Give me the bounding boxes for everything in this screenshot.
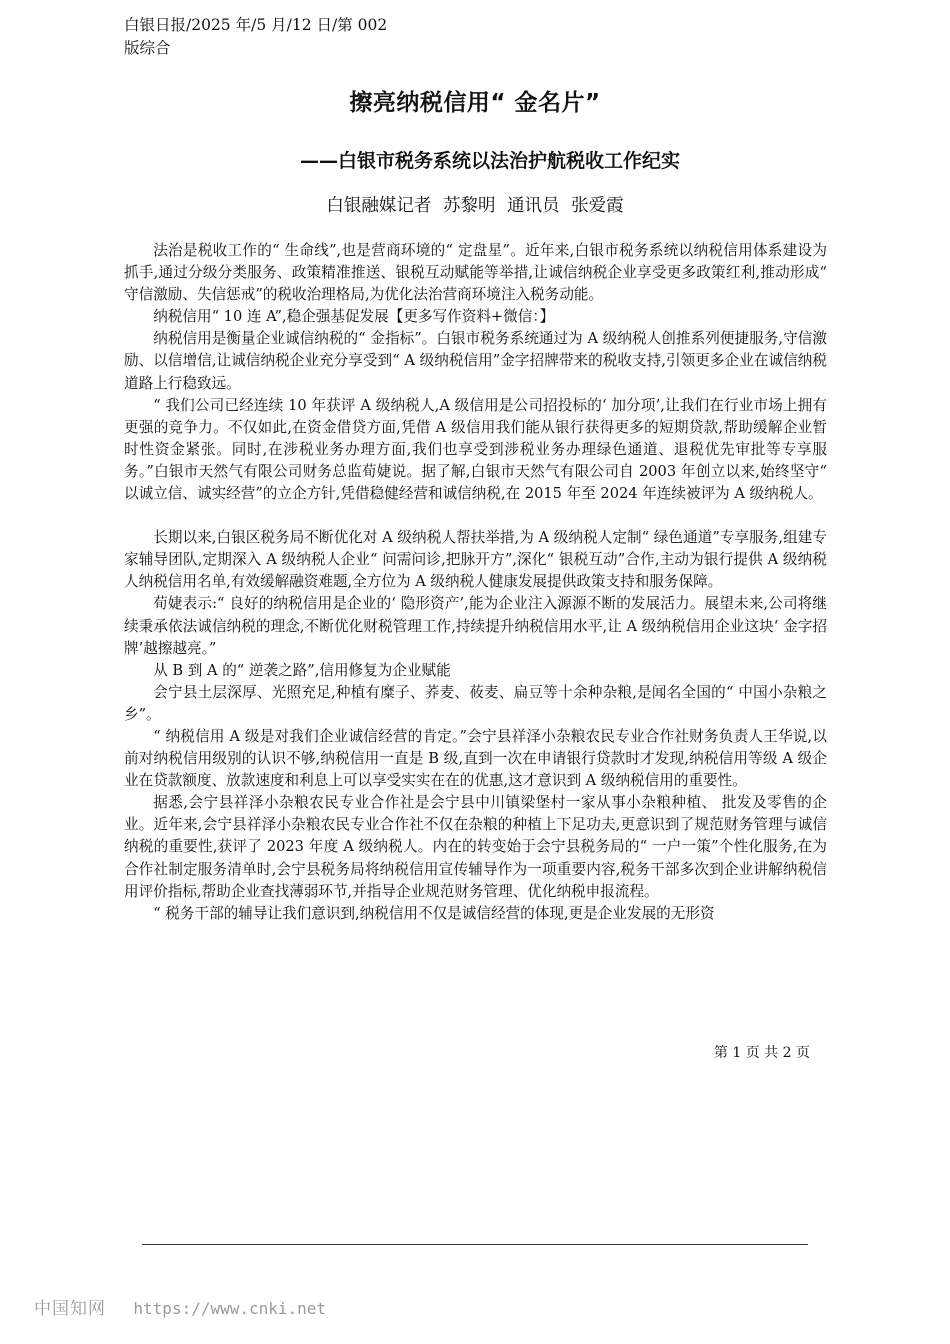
source-line: 白银日报/2025 年/5 月/12 日/第 002 版综合 [124,16,388,57]
footer [34,1294,326,1318]
paragraph: 荀婕表示:“ 良好的纳税信用是企业的‘ 隐形资产’,能为企业注入源源不断的发展活力。展望未来,公司将继续秉承依法诚信纳税的理念,不断优化财税管理工作,持续提升纳税信用水平,让 A 级纳税信用企业这块‘ 金字招牌’越擦越亮。” [124,595,827,657]
article-body [124,240,827,925]
footer-site-name: 中国知网 [34,1299,106,1319]
paragraph: “ 我们公司已经连续 10 年获评 A 级纳税人,A 级信用是公司招投标的‘ 加分项’,让我们在行业市场上拥有更强的竞争力。不仅如此,在资金借贷方面,凭借 A 级信用我们能从银行获得更多的短期贷款,帮助缓解企业暂时性资金紧张。同时,在涉税业务办理方面,我们也享受到涉税业务办理绿色通道、退税优先审批等专享服务。”白银市天然气有限公司财务总监荀婕说。据了解,白银市天然气有限公司自 2003 年创立以来,始终坚守“ 以诚立信、诚实经营”的立企方针,凭借稳健经营和诚信纳税,在 2015 年至 2024 年连续被评为 A 级纳税人。 [124,396,827,503]
paragraph: 纳税信用是衡量企业诚信纳税的“ 金指标”。白银市税务系统通过为 A 级纳税人创推系列便捷服务,守信激励、以信增信,让诚信纳税企业充分享受到“ A 级纳税信用”金字招牌带来的税收支持,引领更多企业在诚信纳税道路上行稳致远。 [124,330,827,392]
paragraph: “ 纳税信用 A 级是对我们企业诚信经营的肯定。”会宁县祥泽小杂粮农民专业合作社财务负责人王华说,以前对纳税信用级别的认识不够,纳税信用一直是 B 级,直到一次在申请银行贷款时才发现,纳税信用等级 A 级企业在贷款额度、放款速度和利息上可以享受实实在在的优惠,这才意识到 A 级纳税信用的重要性。 [124,727,827,790]
section-heading: 从 B 到 A 的“ 逆袭之路”,信用修复为企业赋能 [153,661,451,679]
section-heading: 纳税信用“ 10 连 A”,稳企强基促发展【更多写作资料+微信：】 [153,308,555,326]
paragraph: “ 税务干部的辅导让我们意识到,纳税信用不仅是诚信经营的体现,更是企业发展的无形资 [153,904,715,922]
paragraph: 会宁县土层深厚、光照充足,种植有糜子、荞麦、莜麦、扁豆等十余种杂粮,是闻名全国的“ 中国小杂粮之乡”。 [124,683,827,723]
paragraph: 据悉,会宁县祥泽小杂粮农民专业合作社是会宁县中川镇梁堡村一家从事小杂粮种植、 批发及零售的企业。近年来,会宁县祥泽小杂粮农民专业合作社不仅在杂粮的种植上下足功夫,更意识到了规范财务管理与诚信纳税的重要性,获评了 2023 年度 A 级纳税人。内在的转变始于会宁县税务局的“ 一户一策”个性化服务,在为合作社制定服务清单时,会宁县税务局将纳税信用宣传辅导作为一项重要内容,税务干部多次到企业讲解纳税信用评价指标,帮助企业查找薄弱环节,并指导企业规范财务管理、优化纳税申报流程。 [124,794,827,900]
footer-divider [142,1244,808,1245]
article-subtitle: ——白银市税务系统以法治护航税收工作纪实 [299,150,680,172]
paragraph: 长期以来,白银区税务局不断优化对 A 级纳税人帮扶举措,为 A 级纳税人定制“ 绿色通道”专享服务,组建专家辅导团队,定期深入 A 级纳税人企业“ 问需问诊,把脉开方”,深化“ 银税互动”合作,主动为银行提供 A 级纳税人纳税信用名单,有效缓解融资难题,全方位为 A 级纳税人健康发展提供政策支持和服务保障。 [124,529,827,591]
article-byline: 白银融媒记者 苏黎明 通讯员 张爱霞 [326,196,624,216]
paragraph: 法治是税收工作的“ 生命线”,也是营商环境的“ 定盘星”。近年来,白银市税务系统以纳税信用体系建设为抓手,通过分级分类服务、政策精准推送、银税互动赋能等举措,让诚信纳税企业享受更多政策红利,推动形成“ 守信激励、失信惩戒”的税收治理格局,为优化法治营商环境注入税务动能。 [124,242,827,304]
page-number: 第 1 页 共 2 页 [713,1045,810,1061]
footer-url-link[interactable]: https://www.cnki.net [133,1299,327,1318]
article-title: 擦亮纳税信用“ 金名片” [349,90,601,116]
